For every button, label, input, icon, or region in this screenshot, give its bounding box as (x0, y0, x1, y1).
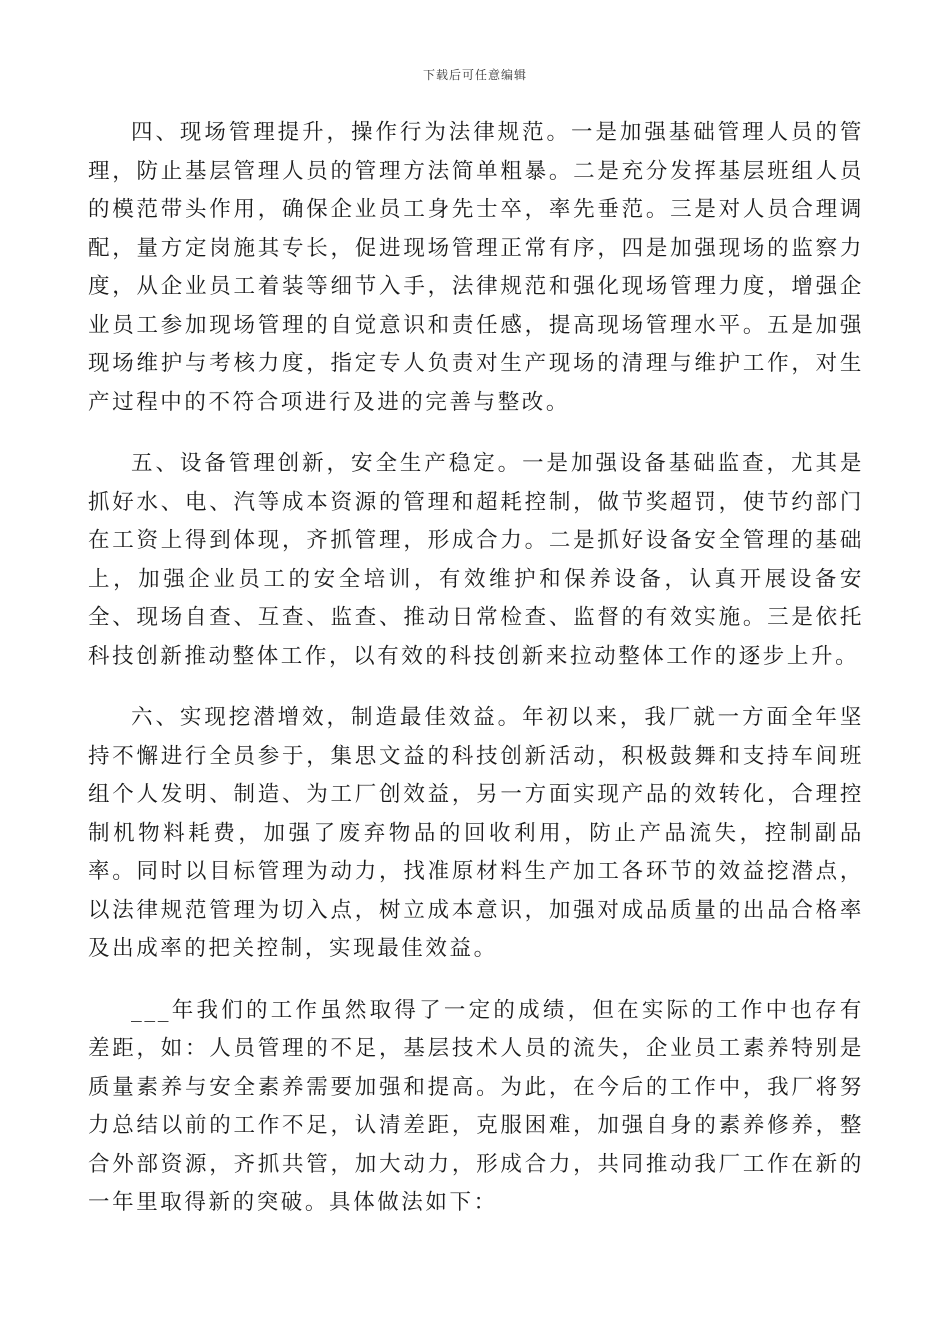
header-note: 下载后可任意编辑 (422, 68, 527, 82)
paragraph-site-management: 四、现场管理提升，操作行为法律规范。一是加强基础管理人员的管理，防止基层管理人员的管理方法简单粗暴。二是充分发挥基层班组人员的模范带头作用，确保企业员工身先士卒，率先垂范。三是对人员合理调配，量方定岗施其专长，促进现场管理正常有序，四是加强现场的监察力度，从企业员工着装等细节入手，法律规范和强化现场管理力度，增强企业员工参加现场管理的自觉意识和责任感，提高现场管理水平。五是加强现场维护与考核力度，指定专人负责对生产现场的清理与维护工作，对生产过程中的不符合项进行及进的完善与整改。 (88, 120, 864, 415)
paragraph-equipment-management: 五、设备管理创新，安全生产稳定。一是加强设备基础监查，尤其是抓好水、电、汽等成本资源的管理和超耗控制，做节奖超罚，使节约部门在工资上得到体现，齐抓管理，形成合力。二是抓好设备安全管理的基础上，加强企业员工的安全培训，有效维护和保养设备，认真开展设备安全、现场自查、互查、监查、推动日常检查、监督的有效实施。三是依托科技创新推动整体工作，以有效的科技创新来拉动整体工作的逐步上升。 (88, 451, 864, 669)
paragraph-summary: ___年我们的工作虽然取得了一定的成绩，但在实际的工作中也存有差距，如：人员管理的不足，基层技术人员的流失，企业员工素养特别是质量素养与安全素养需要加强和提高。为此，在今后的工作中，我厂将努力总结以前的工作不足，认清差距，克服困难，加强自身的素养修养，整合外部资源，齐抓共管，加大动力，形成合力，共同推动我厂工作在新的一年里取得新的突破。具体做法如下： (88, 997, 864, 1215)
paragraph-efficiency: 六、实现挖潜增效，制造最佳效益。年初以来，我厂就一方面全年坚持不懈进行全员参于，集思文益的科技创新活动，积极鼓舞和支持车间班组个人发明、制造、为工厂创效益，另一方面实现产品的效转化，合理控制机物料耗费，加强了废弃物品的回收利用，防止产品流失，控制副品率。同时以目标管理为动力，找准原材料生产加工各环节的效益挖潜点，以法律规范管理为切入点，树立成本意识，加强对成品质量的出品合格率及出成率的把关控制，实现最佳效益。 (88, 705, 864, 961)
document-body (88, 114, 864, 1246)
